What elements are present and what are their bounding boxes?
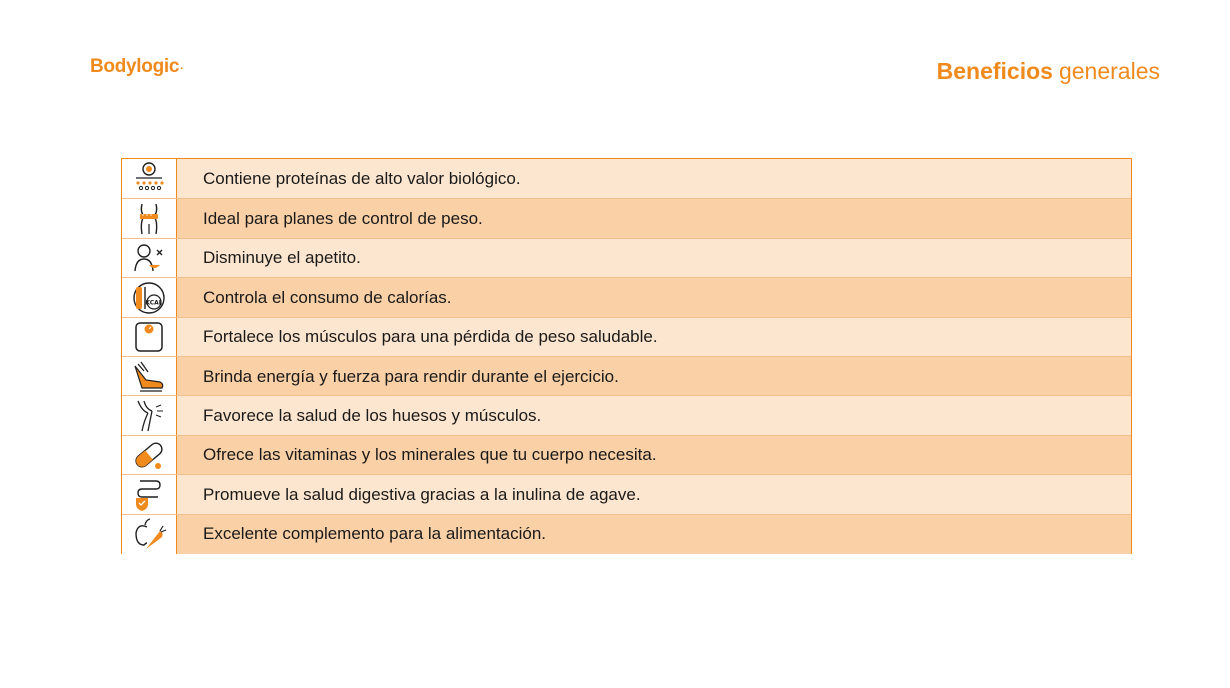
benefit-text: Disminuye el apetito. — [177, 239, 1131, 278]
body-measure-icon — [122, 199, 177, 238]
benefit-row — [122, 356, 1131, 396]
kcal-icon — [122, 278, 177, 317]
appetite-icon — [122, 239, 177, 278]
page-title-rest: generales — [1058, 58, 1160, 84]
benefit-row — [122, 395, 1131, 435]
page-title — [937, 58, 1160, 85]
running-shoe-icon — [122, 357, 177, 396]
brand-logo — [90, 56, 184, 78]
benefit-text: Brinda energía y fuerza para rendir durante el ejercicio. — [177, 357, 1131, 396]
benefit-text: Controla el consumo de calorías. — [177, 278, 1131, 317]
benefits-table — [121, 158, 1132, 554]
apple-carrot-icon — [122, 515, 177, 554]
benefit-text: Favorece la salud de los huesos y músculos. — [177, 396, 1131, 435]
intestine-shield-icon — [122, 475, 177, 514]
benefit-row — [122, 317, 1131, 357]
benefit-text: Fortalece los músculos para una pérdida de peso saludable. — [177, 318, 1131, 357]
benefit-row — [122, 435, 1131, 475]
knee-joint-icon — [122, 396, 177, 435]
brand-name: Bodylogic — [90, 56, 180, 77]
brand-mark: · — [180, 63, 184, 75]
benefit-row — [122, 198, 1131, 238]
benefit-row — [122, 159, 1131, 198]
benefit-text: Excelente complemento para la alimentación. — [177, 515, 1131, 554]
benefit-row — [122, 238, 1131, 278]
scale-icon — [122, 318, 177, 357]
benefit-text: Promueve la salud digestiva gracias a la inulina de agave. — [177, 475, 1131, 514]
benefit-row — [122, 474, 1131, 514]
benefit-text: Ofrece las vitaminas y los minerales que tu cuerpo necesita. — [177, 436, 1131, 475]
capsule-icon — [122, 436, 177, 475]
benefit-row — [122, 514, 1131, 554]
svg-text:KCAL: KCAL — [145, 299, 163, 307]
benefit-text: Contiene proteínas de alto valor biológico. — [177, 159, 1131, 198]
page-title-strong: Beneficios — [936, 58, 1053, 84]
protein-icon — [122, 159, 177, 198]
benefit-row — [122, 277, 1131, 317]
benefit-text: Ideal para planes de control de peso. — [177, 199, 1131, 238]
